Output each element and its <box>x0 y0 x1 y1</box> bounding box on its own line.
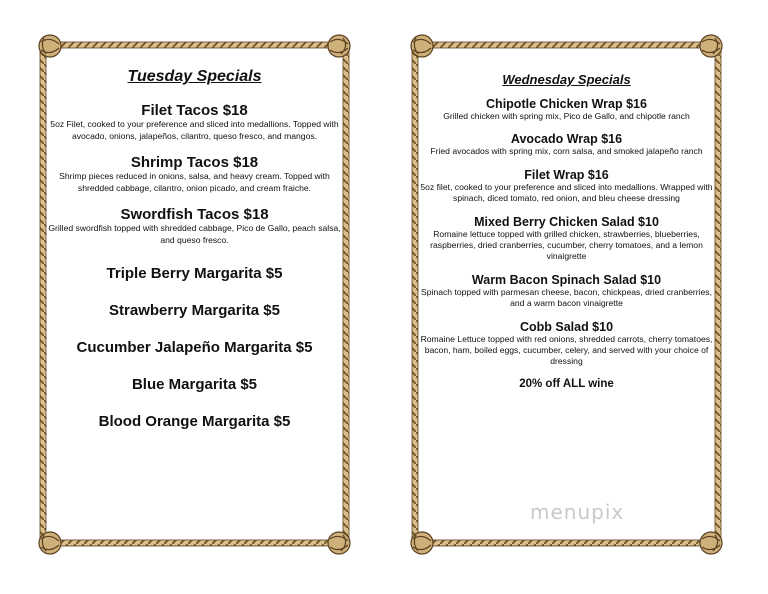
drink-special: Blood Orange Margarita $5 <box>98 413 291 430</box>
item-description: 5oz Filet, cooked to your preference and sliced into medallions. Topped with avocado, onions, jalapeños, cilantro, queso fresco, and mangos. <box>50 119 339 141</box>
wednesday-specials-panel <box>408 32 725 557</box>
item-description: Shrimp pieces reduced in onions, salsa, and heavy cream. Topped with shredded cabbage, cilantro, onion picado, and cream fraiche. <box>59 171 330 193</box>
item-title: Warm Bacon Spinach Salad $10 <box>471 272 662 287</box>
item-description: Grilled swordfish topped with shredded cabbage, Pico de Gallo, peach salsa, and queso fresco. <box>48 223 341 245</box>
drink-special: Triple Berry Margarita $5 <box>106 265 283 282</box>
menu-item <box>48 102 341 142</box>
menu-item <box>48 206 341 246</box>
menu-item <box>420 320 713 368</box>
menu-item <box>420 132 713 157</box>
item-title: Mixed Berry Chicken Salad $10 <box>474 214 659 229</box>
menu-item <box>420 273 713 310</box>
item-description: 5oz filet, cooked to your preference and sliced into medallions. Wrapped with spinach, diced tomato, red onion, and bleu cheese dressing <box>420 181 713 204</box>
wednesday-heading: Wednesday Specials <box>502 72 631 87</box>
item-title: Filet Tacos $18 <box>141 102 248 119</box>
item-title: Filet Wrap $16 <box>524 167 609 182</box>
drink-special: Strawberry Margarita $5 <box>109 302 280 319</box>
item-title: Swordfish Tacos $18 <box>120 206 269 223</box>
watermark-logo: menupix <box>530 500 625 524</box>
menu-item <box>420 215 713 263</box>
menu-item <box>420 97 713 122</box>
tuesday-heading: Tuesday Specials <box>127 68 262 85</box>
item-description: Romaine lettuce topped with grilled chicken, strawberries, blueberries, raspberries, dried cranberries, cucumber, cherry tomatoes, and a lemon vinaigrette <box>430 228 703 262</box>
wednesday-content <box>420 32 713 390</box>
wine-promo: 20% off ALL wine <box>519 377 614 390</box>
item-title: Chipotle Chicken Wrap $16 <box>486 97 647 111</box>
item-description: Spinach topped with parmesan cheese, bacon, chickpeas, dried cranberries, and a warm bacon vinaigrette <box>421 286 712 309</box>
tuesday-specials-panel <box>36 32 353 557</box>
drink-special: Cucumber Jalapeño Margarita $5 <box>76 339 313 356</box>
item-title: Cobb Salad $10 <box>519 319 614 334</box>
menu-item <box>420 168 713 205</box>
tuesday-content <box>48 32 341 449</box>
item-description: Grilled chicken with spring mix, Pico de Gallo, and chipotle ranch <box>443 111 690 121</box>
item-description: Fried avocados with spring mix, corn salsa, and smoked jalapeño ranch <box>430 146 703 157</box>
item-title: Shrimp Tacos $18 <box>130 154 259 171</box>
item-description: Romaine Lettuce topped with red onions, shredded carrots, cherry tomatoes, bacon, ham, boiled eggs, cucumber, celery, and served with your choice of dressing <box>420 333 713 367</box>
item-title: Avocado Wrap $16 <box>510 132 623 147</box>
drink-special: Blue Margarita $5 <box>131 376 258 393</box>
menu-item <box>48 154 341 194</box>
